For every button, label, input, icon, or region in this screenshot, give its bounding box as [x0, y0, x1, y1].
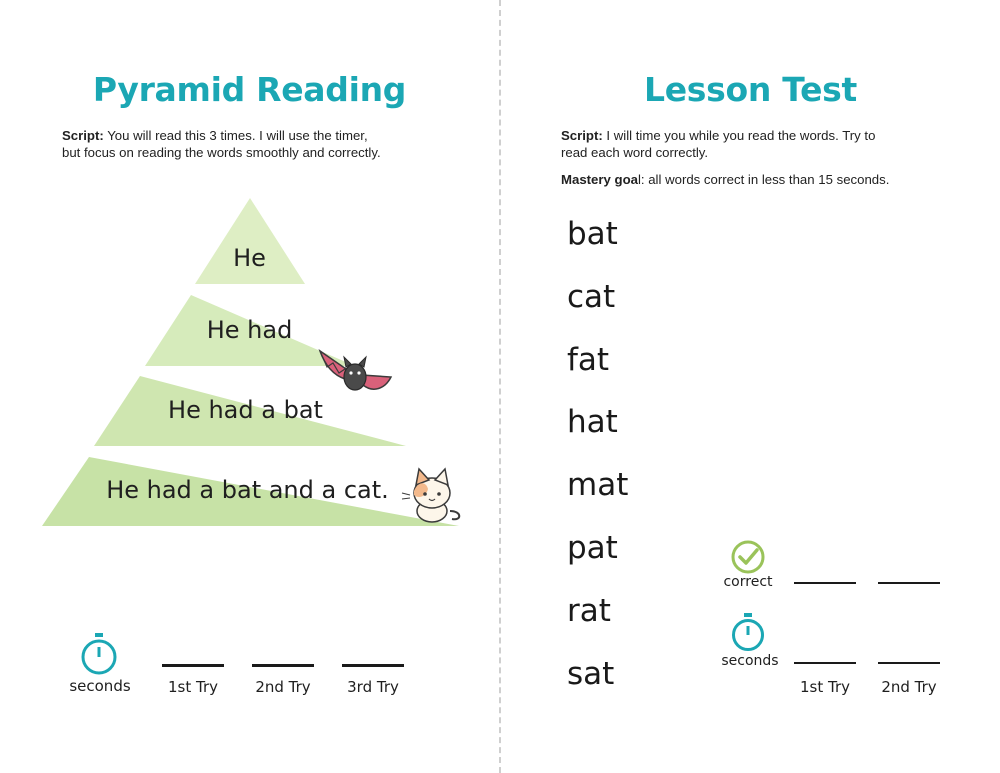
- test-script-line1: I will time you while you read the words. Try to: [602, 128, 876, 143]
- lesson-test-panel: [501, 0, 1000, 773]
- stopwatch-icon: [730, 612, 766, 652]
- word-item: pat: [567, 530, 618, 566]
- word-item: cat: [567, 279, 616, 315]
- try-2-line[interactable]: [252, 664, 314, 667]
- test-script-line2: read each word correctly.: [561, 145, 709, 160]
- lesson-test-title: Lesson Test: [644, 70, 857, 109]
- test-try-1-label: 1st Try: [799, 678, 850, 696]
- try-2-label: 2nd Try: [255, 678, 311, 696]
- test-try-2-label: 2nd Try: [881, 678, 937, 696]
- seconds-label: seconds: [69, 677, 131, 695]
- correct-try-1-line[interactable]: [794, 582, 856, 584]
- word-item: sat: [567, 656, 615, 692]
- stopwatch-icon: [80, 632, 118, 676]
- script-line1: You will read this 3 times. I will use the timer,: [103, 128, 368, 143]
- try-1-label: 1st Try: [167, 678, 218, 696]
- pyramid-reading-panel: [0, 0, 499, 773]
- try-1-line[interactable]: [162, 664, 224, 667]
- test-script-text: [561, 127, 981, 161]
- correct-try-2-line[interactable]: [878, 582, 940, 584]
- word-item: rat: [567, 593, 611, 629]
- mastery-goal-text: l: all words correct in less than 15 seconds.: [637, 172, 890, 187]
- seconds-try-2-line[interactable]: [878, 662, 940, 664]
- try-3-line[interactable]: [342, 664, 404, 667]
- word-item: fat: [567, 342, 610, 378]
- pyramid-line-2: He had: [206, 316, 293, 344]
- correct-label: correct: [723, 574, 773, 590]
- seconds-try-1-line[interactable]: [794, 662, 856, 664]
- word-item: bat: [567, 216, 618, 252]
- word-item: hat: [567, 404, 618, 440]
- word-item: mat: [567, 467, 629, 503]
- mastery-goal: [561, 171, 981, 188]
- test-seconds-label: seconds: [721, 653, 779, 669]
- check-circle-icon: [730, 539, 766, 575]
- pyramid-line-1: He: [233, 244, 266, 272]
- reading-pyramid: [0, 0, 499, 773]
- script-line2: but focus on reading the words smoothly and correctly.: [62, 145, 381, 160]
- script-label: Script:: [62, 128, 104, 143]
- mastery-goal-label: Mastery goa: [561, 172, 638, 187]
- test-script-label: Script:: [561, 128, 603, 143]
- pyramid-line-3: He had a bat: [168, 396, 323, 424]
- try-3-label: 3rd Try: [347, 678, 399, 696]
- page-title: Pyramid Reading: [92, 70, 407, 109]
- pyramid-line-4: He had a bat and a cat.: [106, 476, 389, 504]
